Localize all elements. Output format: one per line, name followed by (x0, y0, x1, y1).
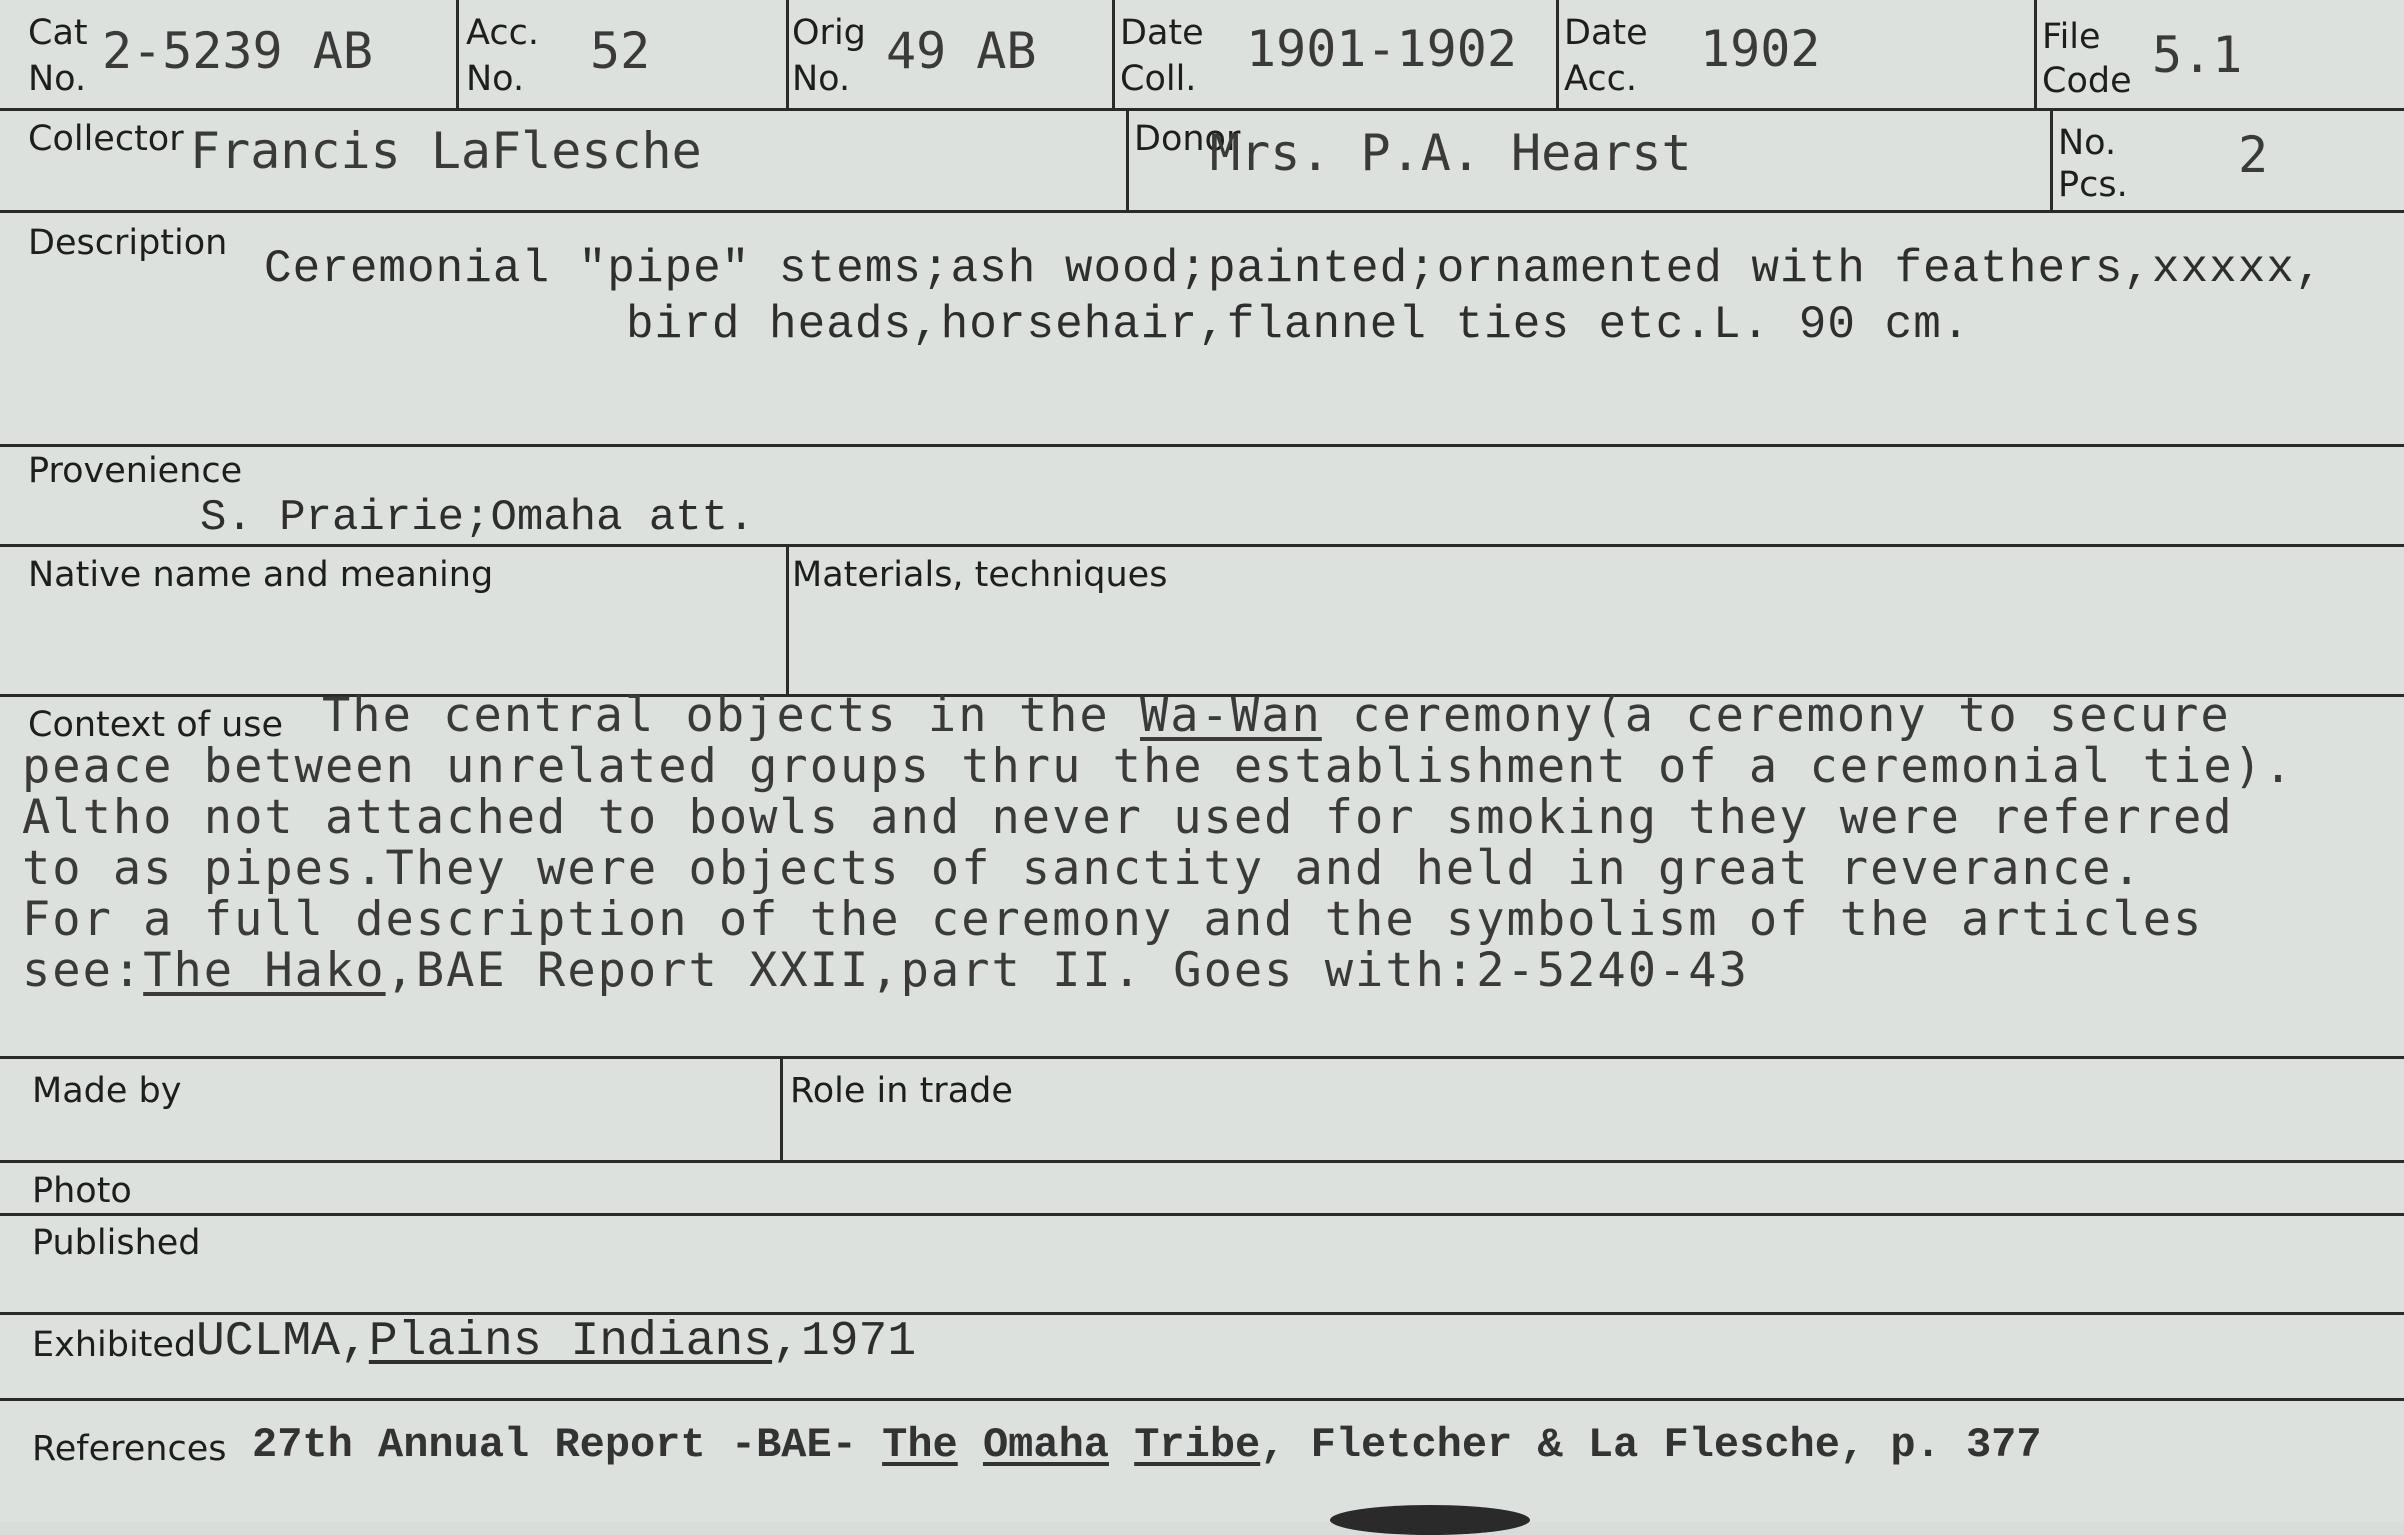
rule-v-roletrade (780, 1056, 783, 1160)
pcs-label-2: Pcs. (2058, 165, 2128, 205)
context-line-1-post: ceremony(a ceremony to secure (1321, 688, 2231, 743)
rule-v-acc (786, 0, 789, 108)
role-in-trade-label: Role in trade (790, 1071, 1013, 1111)
pcs-label-1: No. (2058, 123, 2117, 163)
context-the-hako: The Hako (143, 943, 386, 998)
date-acc-value: 1902 (1700, 20, 1821, 78)
references-tribe: Tribe (1134, 1421, 1261, 1469)
description-line-1: Ceremonial "pipe" stems;ash wood;painted;ornamented with feathers,xxxxx, (264, 243, 2324, 295)
context-line-6-post: ,BAE Report XXII,part II. Goes with:2-5240-43 (385, 943, 1749, 998)
collector-value: Francis LaFlesche (190, 122, 702, 180)
photo-label: Photo (32, 1171, 132, 1211)
acc-no-label-2: No. (466, 59, 525, 99)
rule-v-orig (1112, 0, 1115, 108)
file-code-label-2: Code (2042, 61, 2132, 101)
references-pre: 27th Annual Report -BAE- (252, 1421, 883, 1469)
rule-v-donor (1126, 108, 1129, 210)
acc-no-value: 52 (590, 22, 651, 80)
context-text (22, 690, 2382, 996)
rule-photo-bottom (0, 1213, 2404, 1216)
native-name-label: Native name and meaning (28, 555, 494, 595)
date-coll-value: 1901-1902 (1246, 20, 1517, 78)
file-code-value: 5.1 (2152, 26, 2243, 84)
acc-no-label-1: Acc. (466, 13, 539, 53)
collector-label: Collector (28, 119, 184, 159)
rule-header-bottom (0, 108, 2404, 111)
published-label: Published (32, 1223, 201, 1263)
rule-context-bottom (0, 1056, 2404, 1059)
rule-v-pcs (2050, 108, 2053, 210)
context-line-6 (22, 945, 2382, 996)
cat-no-label-1: Cat (28, 13, 88, 53)
context-line-3: Altho not attached to bowls and never used for smoking they were referred (22, 790, 2234, 845)
context-line-1 (22, 688, 2382, 745)
exhibited-value (196, 1315, 917, 1369)
orig-no-label-2: No. (792, 59, 851, 99)
file-code-label-1: File (2042, 17, 2101, 57)
context-label: Context of use (28, 705, 284, 745)
date-coll-label-2: Coll. (1120, 59, 1197, 99)
references-value (252, 1421, 2042, 1469)
exhibited-venue: UCLMA, (196, 1315, 369, 1369)
context-line-6-pre: see: (22, 943, 144, 998)
cat-no-label-2: No. (28, 59, 87, 99)
rule-v-datecoll (1556, 0, 1559, 108)
description-label: Description (28, 223, 228, 263)
pcs-value: 2 (2238, 126, 2269, 184)
rule-collector-bottom (0, 210, 2404, 213)
description-line-2: bird heads,horsehair,flannel ties etc.L. 90 cm. (626, 299, 1971, 351)
exhibited-label: Exhibited (32, 1325, 197, 1365)
rule-provenience-bottom (0, 544, 2404, 547)
references-label: References (32, 1429, 227, 1469)
references-omaha: Omaha (982, 1421, 1109, 1469)
orig-no-value: 49 AB (886, 22, 1037, 80)
provenience-value: S. Prairie;Omaha att. (200, 493, 755, 543)
context-line-1-pre: The central objects in the (322, 688, 1141, 743)
rule-description-bottom (0, 444, 2404, 447)
rule-madeby-bottom (0, 1160, 2404, 1163)
context-line-2: peace between unrelated groups thru the establishment of a ceremonial tie). (22, 739, 2295, 794)
references-the: The (882, 1421, 958, 1469)
made-by-label: Made by (32, 1071, 182, 1111)
exhibited-title: Plains Indians (368, 1315, 773, 1369)
date-acc-label-2: Acc. (1564, 59, 1637, 99)
rule-exhibited-bottom (0, 1398, 2404, 1401)
context-line-4: to as pipes.They were objects of sanctity and held in great reverance. (22, 841, 2143, 896)
donor-value: Mrs. P.A. Hearst (1210, 124, 1692, 182)
context-line-5: For a full description of the ceremony and the symbolism of the articles (22, 892, 2204, 947)
date-acc-label-1: Date (1564, 13, 1648, 53)
context-wawan: Wa-Wan (1140, 688, 1322, 743)
donor-label: Donor (1134, 119, 1241, 159)
bottom-edge-mark (1330, 1505, 1530, 1535)
orig-no-label-1: Orig (792, 13, 866, 53)
materials-label: Materials, techniques (792, 555, 1168, 595)
date-coll-label-1: Date (1120, 13, 1204, 53)
provenience-label: Provenience (28, 451, 243, 491)
rule-v-materials (786, 544, 789, 694)
references-post: , Fletcher & La Flesche, p. 377 (1260, 1421, 2042, 1469)
exhibited-year: ,1971 (772, 1315, 917, 1369)
rule-v-cat (456, 0, 459, 108)
cat-no-value: 2-5239 AB (102, 22, 373, 80)
rule-v-dateacc (2034, 0, 2037, 108)
